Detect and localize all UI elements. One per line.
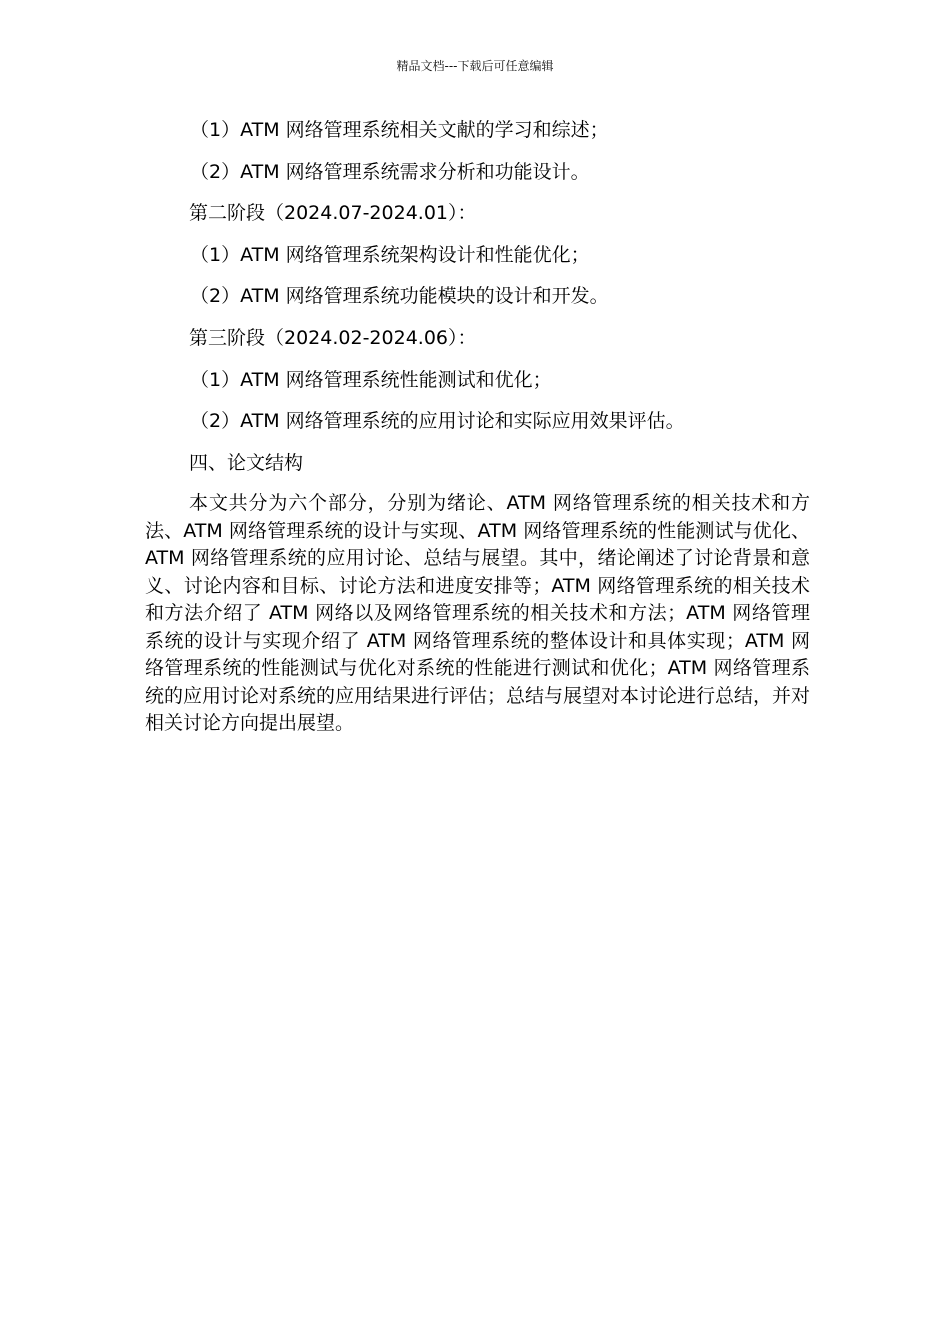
- stage1-item-2: （2）ATM 网络管理系统需求分析和功能设计。: [190, 160, 590, 183]
- document-body: [145, 116, 810, 738]
- stage3-title: 第三阶段（2024.02-2024.06）：: [189, 326, 477, 349]
- stage1-item-1: （1）ATM 网络管理系统相关文献的学习和综述；: [190, 119, 609, 141]
- stage2-title: 第二阶段（2024.07-2024.01）：: [189, 202, 477, 225]
- stage2-item-2: （2）ATM 网络管理系统功能模块的设计和开发。: [190, 285, 609, 308]
- page-header: 精品文档---下载后可任意编辑: [396, 59, 554, 73]
- structure-paragraph: 本文共分为六个部分，分别为绪论、ATM 网络管理系统的相关技术和方法、ATM 网络管理系统的设计与实现、ATM 网络管理系统的性能测试与优化、ATM 网络管理系统的应用讨论、总结与展望。其中，绪论阐述了讨论背景和意义、讨论内容和目标、讨论方法和进度安排等；ATM 网络管理系统的相关技术和方法介绍了 ATM 网络以及网络管理系统的相关技术和方法；ATM 网络管理系统的设计与实现介绍了 ATM 网络管理系统的整体设计和具体实现；ATM 网络管理系统的性能测试与优化对系统的性能进行测试和优化；ATM 网络管理系统的应用讨论对系统的应用结果进行评估；总结与展望对本讨论进行总结，并对相关讨论方向提出展望。: [145, 492, 811, 735]
- stage3-item-1: （1）ATM 网络管理系统性能测试和优化；: [190, 368, 552, 391]
- stage2-item-1: （1）ATM 网络管理系统架构设计和性能优化；: [190, 243, 590, 266]
- stage3-item-2: （2）ATM 网络管理系统的应用讨论和实际应用效果评估。: [190, 410, 685, 433]
- section4-heading: 四、论文结构: [189, 451, 304, 474]
